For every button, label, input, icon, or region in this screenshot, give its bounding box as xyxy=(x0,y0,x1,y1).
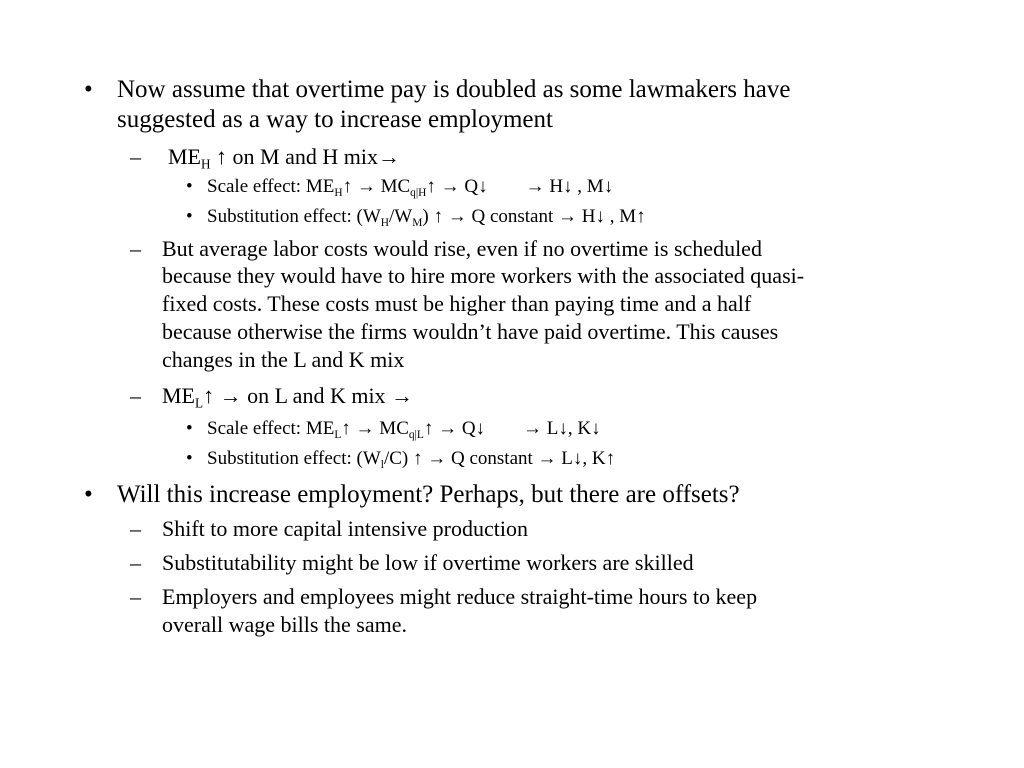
sub-bullet-me-l xyxy=(162,383,414,411)
labor-costs-line-5: changes in the L and K mix xyxy=(162,347,405,372)
labor-costs-line-1: But average labor costs would rise, even if no overtime is scheduled xyxy=(162,236,762,261)
offset-capital: Shift to more capital intensive production xyxy=(162,516,528,541)
dash-marker: – xyxy=(130,550,141,575)
dash-marker: – xyxy=(130,236,141,261)
offset-hours-line-1: Employers and employees might reduce straight-time hours to keep xyxy=(162,584,758,609)
text: /C) ↑ → Q constant → L↓, K↑ xyxy=(383,448,616,469)
subscript: l xyxy=(380,458,384,471)
text: Substitution effect: (W xyxy=(207,206,381,227)
subscript: q|L xyxy=(408,428,424,441)
subscript: H xyxy=(201,156,211,172)
dash-marker: – xyxy=(130,584,141,609)
text: → H↓ , M↓ xyxy=(525,176,614,197)
text: ↑ → MC xyxy=(341,418,409,439)
bullet-marker: • xyxy=(186,448,193,469)
bullet-marker: • xyxy=(186,418,193,439)
text: Substitution effect: (W xyxy=(207,448,381,469)
text: ME xyxy=(168,144,201,169)
dash-marker: – xyxy=(130,516,141,541)
substitution-effect-h xyxy=(207,206,646,229)
subscript: H xyxy=(334,186,343,199)
subscript: L xyxy=(334,428,342,441)
subscript: H xyxy=(380,216,390,229)
dash-marker: – xyxy=(130,383,141,408)
dash-marker: – xyxy=(130,144,141,169)
text: ↑ → on L and K mix → xyxy=(203,383,414,408)
offset-hours-line-2: overall wage bills the same. xyxy=(162,612,407,637)
bullet-marker: • xyxy=(84,76,93,103)
subscript: L xyxy=(195,395,204,411)
sub-bullet-me-h xyxy=(168,144,400,172)
bullet-marker: • xyxy=(186,206,193,227)
scale-effect-l xyxy=(207,418,601,441)
bullet-2-line-1: Will this increase employment? Perhaps, but there are offsets? xyxy=(117,481,740,508)
text: ↑ on M and H mix→ xyxy=(210,144,400,169)
subscript: M xyxy=(412,216,423,229)
substitution-effect-l xyxy=(207,448,616,471)
subscript: q|H xyxy=(410,186,427,199)
text: Scale effect: ME xyxy=(207,176,335,197)
bullet-marker: • xyxy=(186,176,193,197)
bullet-marker: • xyxy=(84,481,93,508)
offset-substitutability: Substitutability might be low if overtime workers are skilled xyxy=(162,550,694,575)
text: Scale effect: ME xyxy=(207,418,335,439)
text: → L↓, K↓ xyxy=(523,418,601,439)
text: /W xyxy=(389,206,413,227)
labor-costs-line-3: fixed costs. These costs must be higher than paying time and a half xyxy=(162,291,752,316)
text: ↑ → MC xyxy=(342,176,411,197)
text: ME xyxy=(162,383,195,408)
text: ↑ → Q↓ xyxy=(426,176,488,197)
bullet-1-line-2: suggested as a way to increase employment xyxy=(117,106,553,133)
text: ) ↑ → Q constant → H↓ , M↑ xyxy=(422,206,646,227)
bullet-1-line-1: Now assume that overtime pay is doubled as some lawmakers have xyxy=(117,76,791,103)
scale-effect-h xyxy=(207,176,614,199)
labor-costs-line-2: because they would have to hire more workers with the associated quasi- xyxy=(162,263,805,288)
labor-costs-line-4: because otherwise the firms wouldn’t have paid overtime. This causes xyxy=(162,319,779,344)
text: ↑ → Q↓ xyxy=(423,418,486,439)
